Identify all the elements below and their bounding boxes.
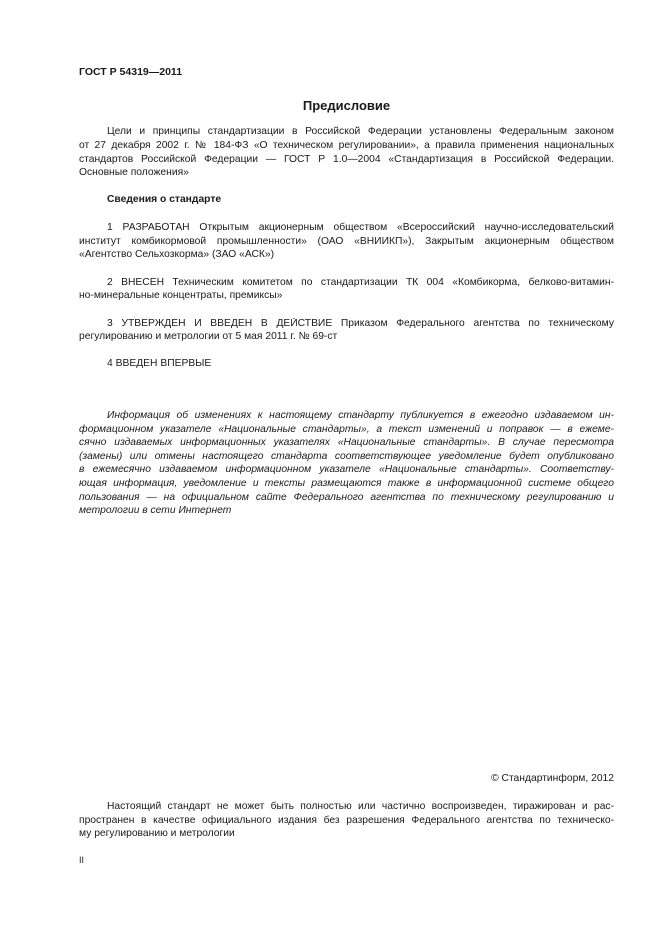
notice-line: Информация об изменениях к настоящему стандарту публикуется в ежегодно издаваемом ин- [107, 410, 614, 421]
reproduction-line: Настоящий стандарт не может быть полностью или частично воспроизведен, тиражирован и рас- [107, 801, 614, 812]
item3-line: регулированию и метрологии от 5 мая 2011 г. № 69-ст [79, 331, 338, 342]
notice-line: метрологии в сети Интернет [79, 505, 232, 516]
intro-line: стандартов Российской Федерации — ГОСТ Р 1.0—2004 «Стандартизация в Российской Федерации. [79, 154, 614, 165]
copyright: © Стандартинформ, 2012 [491, 773, 614, 784]
notice-line: сячно издаваемых информационных указателях «Национальные стандарты». В случае пересмотра [79, 437, 614, 448]
notice-line: ющая информация, уведомление и тексты размещаются также в информационной системе общего [79, 478, 614, 489]
intro-line: Основные положения» [79, 167, 189, 178]
document-code: ГОСТ Р 54319—2011 [79, 66, 183, 78]
item4-line: 4 ВВЕДЕН ВПЕРВЫЕ [107, 358, 212, 369]
item1-line: 1 РАЗРАБОТАН Открытым акционерным обществом «Всероссийский научно-исследовательский [107, 222, 614, 233]
page-number: II [79, 855, 85, 865]
item1-line: «Агентство Сельхозкорма» (ЗАО «АСК») [79, 249, 275, 260]
item3-line: 3 УТВЕРЖДЕН И ВВЕДЕН В ДЕЙСТВИЕ Приказом Федерального агентства по техническому [107, 318, 614, 329]
intro-line: Цели и принципы стандартизации в Российской Федерации установлены Федеральным законом [107, 126, 614, 137]
item2-line: 2 ВНЕСЕН Техническим комитетом по стандартизации ТК 004 «Комбикорма, белково-витамин- [107, 277, 614, 288]
intro-line: от 27 декабря 2002 г. № 184-ФЗ «О техническом регулировании», а правила применения национальных [79, 140, 614, 151]
preface-title: Предисловие [302, 98, 391, 113]
notice-line: пользования — на официальном сайте Федерального агентства по техническому регулированию и [79, 492, 614, 503]
notice-line: формационном указателе «Национальные стандарты», а текст изменений и поправок — в ежеме- [79, 424, 614, 435]
reproduction-line: пространен в качестве официального издания без разрешения Федерального агентства по техническо- [79, 815, 614, 826]
notice-line: (замены) или отмены настоящего стандарта соответствующее уведомление будет опубликовано [79, 451, 614, 462]
item1-line: институт комбикормовой промышленности» (ОАО «ВНИИКП»), Закрытым акционерным обществом [79, 236, 614, 247]
item2-line: но-минеральные концентраты, премиксы» [79, 290, 283, 301]
standard-info-heading: Сведения о стандарте [107, 194, 222, 205]
reproduction-line: му регулированию и метрологии [79, 828, 235, 839]
notice-line: в ежемесячно издаваемом информационном указателе «Национальные стандарты». Соответству- [79, 464, 614, 475]
